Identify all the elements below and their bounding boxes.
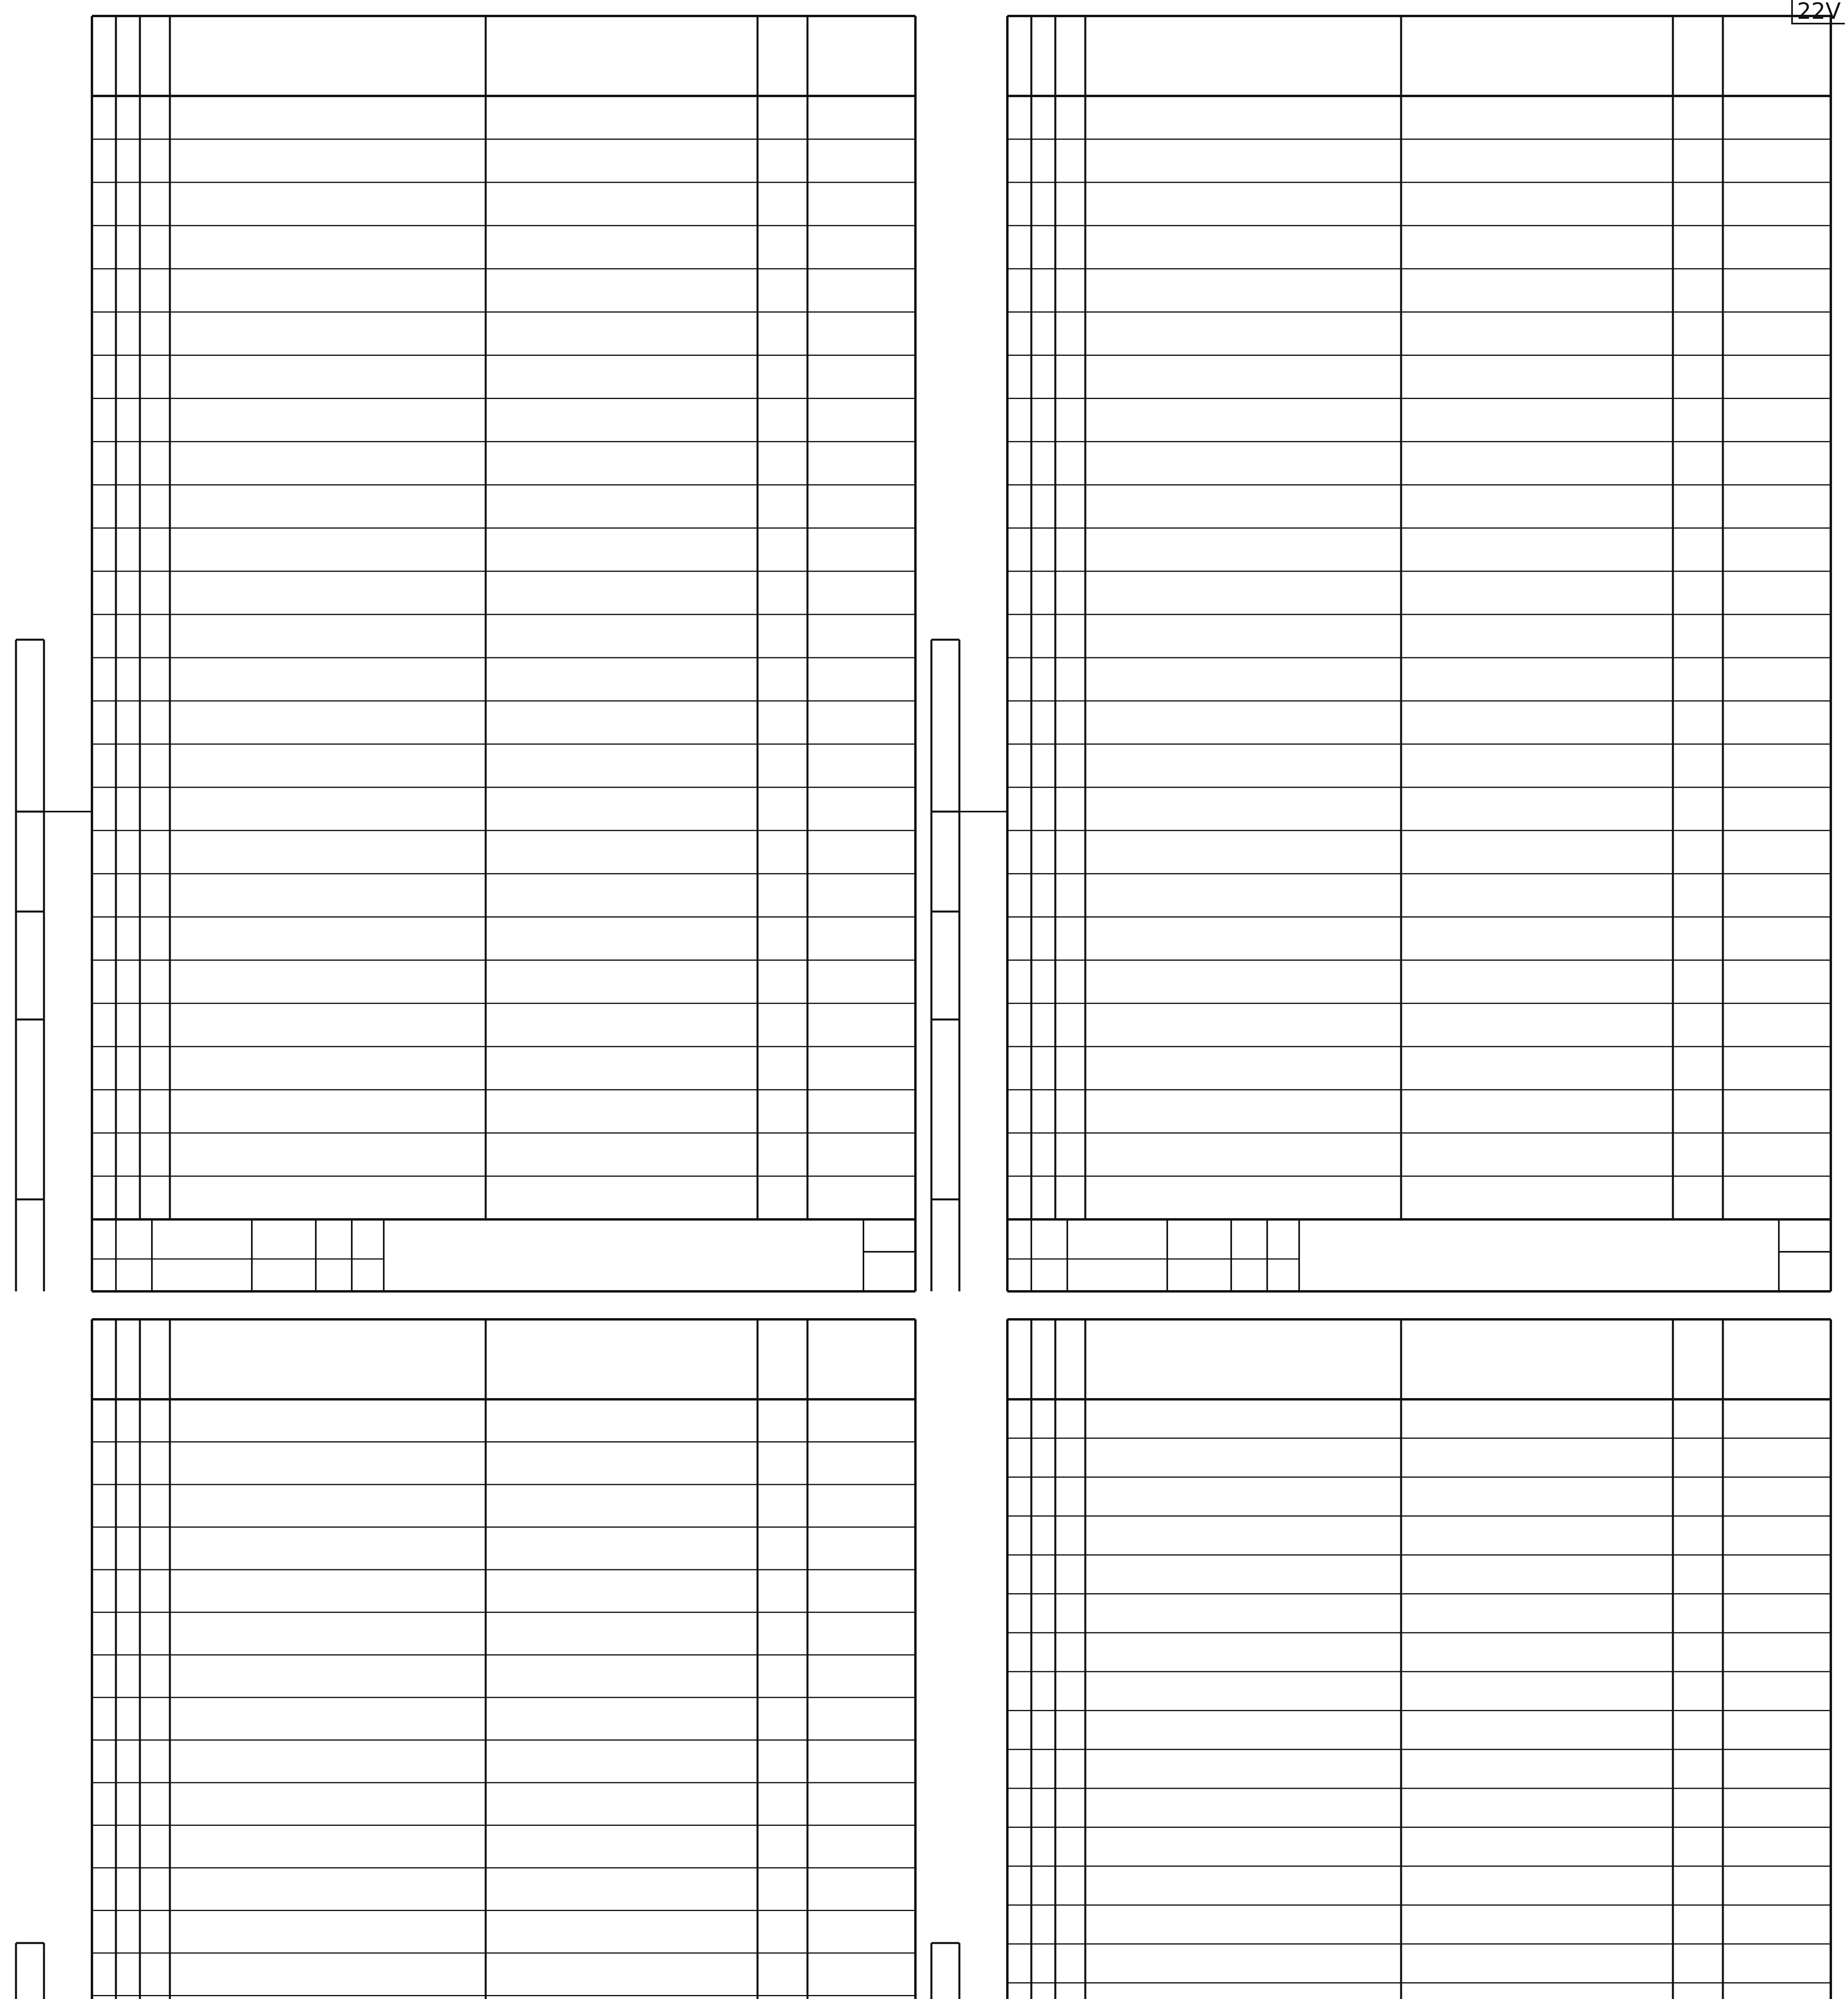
- row-name: [1405, 1443, 1671, 1477]
- col-name-header: [486, 16, 758, 96]
- row-format: [92, 1490, 116, 1527]
- row-position: [140, 1532, 170, 1570]
- row-name: [490, 1404, 755, 1442]
- row-position: [1055, 231, 1085, 269]
- stamp-list: [116, 1259, 152, 1291]
- stamp-izm: [1007, 1259, 1031, 1291]
- row-quantity: [758, 1788, 807, 1825]
- row-format: [1007, 1910, 1031, 1944]
- side-label-podp-data: [16, 1019, 44, 1199]
- row-position: [1055, 1832, 1085, 1866]
- row-quantity: [758, 1575, 807, 1612]
- row-format: [92, 1447, 116, 1484]
- row-name: [1405, 836, 1671, 874]
- row-format: [1007, 1560, 1031, 1594]
- row-quantity: [758, 1617, 807, 1655]
- side-label-inv-dubl: [931, 812, 959, 912]
- row-quantity: [1673, 274, 1723, 312]
- row-name: [490, 1447, 755, 1484]
- row-designation: [1089, 1793, 1399, 1827]
- row-format: [1007, 1871, 1031, 1905]
- row-name: [1405, 879, 1671, 917]
- row-position: [140, 360, 170, 398]
- col-format-header: [92, 1319, 116, 1399]
- row-designation: [174, 1788, 483, 1825]
- col-qty-header: [1673, 16, 1723, 96]
- row-position: [1055, 879, 1085, 917]
- col-qty-header: [758, 1319, 807, 1399]
- col-name-header: [486, 1319, 758, 1399]
- row-format: [1007, 1598, 1031, 1633]
- side-label-vzam-inv: [931, 912, 959, 1019]
- row-name: [1405, 231, 1671, 269]
- row-designation: [174, 1404, 483, 1442]
- row-name: [490, 404, 755, 442]
- row-name: [490, 1958, 755, 1996]
- side-label-inv-dubl: [16, 812, 44, 912]
- row-quantity: [1673, 533, 1723, 571]
- stamp-list-header: [863, 1219, 915, 1252]
- document-number: [384, 1219, 863, 1291]
- row-quantity: [1673, 360, 1723, 398]
- row-name: [490, 447, 755, 485]
- col-pos-header: [140, 16, 170, 96]
- col-pos-header: [140, 1319, 170, 1399]
- row-quantity: [1673, 490, 1723, 528]
- row-designation: [174, 1447, 483, 1484]
- stamp-izm: [92, 1259, 116, 1291]
- row-format: [92, 1575, 116, 1612]
- row-name: [1405, 1987, 1671, 1999]
- row-format: [92, 1404, 116, 1442]
- col-name-header: [1401, 16, 1673, 96]
- row-name: [1405, 792, 1671, 830]
- row-designation: [1089, 1832, 1399, 1866]
- row-position: [1055, 188, 1085, 225]
- row-name: [1405, 490, 1671, 528]
- row-position: [140, 1490, 170, 1527]
- row-format: [1007, 1949, 1031, 1983]
- row-note: [807, 317, 915, 355]
- row-quantity: [1673, 447, 1723, 485]
- row-designation: [1089, 1598, 1399, 1633]
- row-position: [1055, 749, 1085, 787]
- row-name: [490, 1575, 755, 1612]
- row-name: [490, 1788, 755, 1825]
- row-quantity: [1673, 1949, 1723, 1983]
- row-name: [490, 490, 755, 528]
- row-designation: [174, 1490, 483, 1527]
- col-zone-header: [116, 16, 140, 96]
- row-position: [1055, 490, 1085, 528]
- side-label-podp-data2: [931, 1943, 959, 1999]
- row-name: [490, 101, 755, 139]
- stamp-list-header: [1779, 1219, 1831, 1252]
- row-name: [490, 1873, 755, 1911]
- row-name: [1405, 101, 1671, 139]
- row-name: [1405, 1598, 1671, 1633]
- row-position: [1055, 1793, 1085, 1827]
- sheet-number: [1779, 1252, 1831, 1291]
- row-quantity: [758, 317, 807, 355]
- row-format: [92, 1788, 116, 1825]
- row-position: [140, 1617, 170, 1655]
- row-name: [490, 1617, 755, 1655]
- row-name: [1405, 1793, 1671, 1827]
- row-designation: [1089, 1949, 1399, 1983]
- col-designation-header: [170, 16, 486, 96]
- row-position: [1055, 1949, 1085, 1983]
- row-position: [140, 663, 170, 701]
- row-name: [1405, 1560, 1671, 1594]
- row-quantity: [758, 1447, 807, 1484]
- row-designation: [1089, 1910, 1399, 1944]
- side-label-podp-data: [931, 1019, 959, 1199]
- row-name: [490, 1703, 755, 1740]
- row-quantity: [1673, 836, 1723, 874]
- row-name: [490, 1532, 755, 1570]
- col-zone-header: [1031, 1319, 1055, 1399]
- row-format: [1007, 1793, 1031, 1827]
- row-quantity: [1673, 1793, 1723, 1827]
- col-format-header: [92, 16, 116, 96]
- stamp-data: [316, 1259, 352, 1291]
- row-quantity: [758, 1404, 807, 1442]
- row-name: [490, 317, 755, 355]
- side-label-inv-podl: [931, 1199, 959, 1291]
- row-name: [1405, 274, 1671, 312]
- stamp-podp: [1167, 1259, 1231, 1291]
- row-quantity: [1673, 1871, 1723, 1905]
- row-format: [92, 1532, 116, 1570]
- row-position: [1055, 1871, 1085, 1905]
- side-label-vzam-inv: [16, 912, 44, 1019]
- row-name: [1405, 1832, 1671, 1866]
- col-qty-header: [1673, 1319, 1723, 1399]
- row-quantity: [1673, 144, 1723, 182]
- col-designation-header: [1085, 1319, 1401, 1399]
- row-quantity: [1673, 231, 1723, 269]
- row-name: [490, 706, 755, 744]
- row-quantity: [1673, 706, 1723, 744]
- col-zone-header: [116, 1319, 140, 1399]
- document-number: [1299, 1219, 1779, 1291]
- row-name: [1405, 1638, 1671, 1672]
- side-label-podp-data2: [931, 640, 959, 812]
- col-designation-header: [1085, 16, 1401, 96]
- row-position: [1055, 1910, 1085, 1944]
- row-name: [1405, 966, 1671, 1003]
- row-position: [140, 1788, 170, 1825]
- col-zone-header: [1031, 16, 1055, 96]
- row-name: [490, 360, 755, 398]
- row-name: [1405, 922, 1671, 960]
- row-position: [1055, 533, 1085, 571]
- row-position: [1055, 792, 1085, 830]
- row-position: [1055, 577, 1085, 614]
- col-format-header: [1007, 16, 1031, 96]
- col-note-header: [1723, 16, 1831, 96]
- row-designation: [174, 1532, 483, 1570]
- row-name: [490, 663, 755, 701]
- row-position: [1055, 447, 1085, 485]
- row-name: [1405, 188, 1671, 225]
- series-issue-label: [32, 208, 72, 648]
- row-quantity: [1673, 188, 1723, 225]
- corner-mark: 22V: [1791, 0, 1845, 24]
- row-format: [1007, 1832, 1031, 1866]
- row-quantity: [1673, 749, 1723, 787]
- row-name: [490, 577, 755, 614]
- col-designation-header: [170, 1319, 486, 1399]
- row-name: [1405, 447, 1671, 485]
- row-designation: [1089, 1987, 1399, 1999]
- row-name: [490, 231, 755, 269]
- row-name: [1405, 1521, 1671, 1555]
- row-designation: [1089, 1521, 1399, 1555]
- row-note: [807, 706, 915, 744]
- row-position: [140, 1447, 170, 1484]
- row-name: [1405, 1910, 1671, 1944]
- row-name: [1405, 577, 1671, 614]
- stamp-doc: [152, 1259, 252, 1291]
- row-name: [490, 188, 755, 225]
- row-name: [1405, 317, 1671, 355]
- stamp-list: [1031, 1259, 1067, 1291]
- row-note: [807, 490, 915, 528]
- row-quantity: [758, 490, 807, 528]
- row-position: [1055, 144, 1085, 182]
- row-name: [1405, 1871, 1671, 1905]
- row-name: [1405, 360, 1671, 398]
- col-qty-header: [758, 16, 807, 96]
- side-label-podp-data2: [16, 640, 44, 812]
- row-format: [92, 1617, 116, 1655]
- row-quantity: [1673, 966, 1723, 1003]
- col-note-header: [1723, 1319, 1831, 1399]
- row-position: [1055, 274, 1085, 312]
- col-pos-header: [1055, 1319, 1085, 1399]
- row-designation: [1089, 1560, 1399, 1594]
- row-designation: [1089, 1871, 1399, 1905]
- stamp-doc: [1067, 1259, 1167, 1291]
- row-name: [490, 274, 755, 312]
- row-position: [140, 1404, 170, 1442]
- row-designation: [174, 1617, 483, 1655]
- col-name-header: [1401, 1319, 1673, 1399]
- row-position: [140, 1575, 170, 1612]
- col-format-header: [1007, 1319, 1031, 1399]
- side-label-inv-podl: [16, 1199, 44, 1291]
- row-name: [490, 1490, 755, 1527]
- row-designation: [174, 1575, 483, 1612]
- row-name: [1405, 1949, 1671, 1983]
- row-position: [1055, 706, 1085, 744]
- row-name: [1405, 663, 1671, 701]
- row-name: [1405, 1715, 1671, 1750]
- row-position: [140, 188, 170, 225]
- row-name: [1405, 533, 1671, 571]
- stamp-data: [1231, 1259, 1267, 1291]
- row-quantity: [1673, 577, 1723, 614]
- row-format: [1007, 1987, 1031, 1999]
- row-name: [1405, 706, 1671, 744]
- row-quantity: [758, 706, 807, 744]
- row-quantity: [1673, 1910, 1723, 1944]
- row-position: [1055, 663, 1085, 701]
- row-quantity: [1673, 1987, 1723, 1999]
- row-name: [1405, 620, 1671, 658]
- sheet-number: [863, 1252, 915, 1291]
- row-format: [1007, 1521, 1031, 1555]
- side-label-podp-data2: [16, 1943, 44, 1999]
- col-note-header: [807, 1319, 915, 1399]
- row-position: [1055, 1987, 1085, 1999]
- col-pos-header: [1055, 16, 1085, 96]
- stamp-podp: [252, 1259, 316, 1291]
- row-name: [1405, 144, 1671, 182]
- row-quantity: [1673, 663, 1723, 701]
- col-note-header: [807, 16, 915, 96]
- row-name: [1405, 749, 1671, 787]
- row-quantity: [758, 1490, 807, 1527]
- row-position: [1055, 317, 1085, 355]
- row-name: [1405, 404, 1671, 442]
- row-quantity: [758, 1532, 807, 1570]
- row-quantity: [1673, 1832, 1723, 1866]
